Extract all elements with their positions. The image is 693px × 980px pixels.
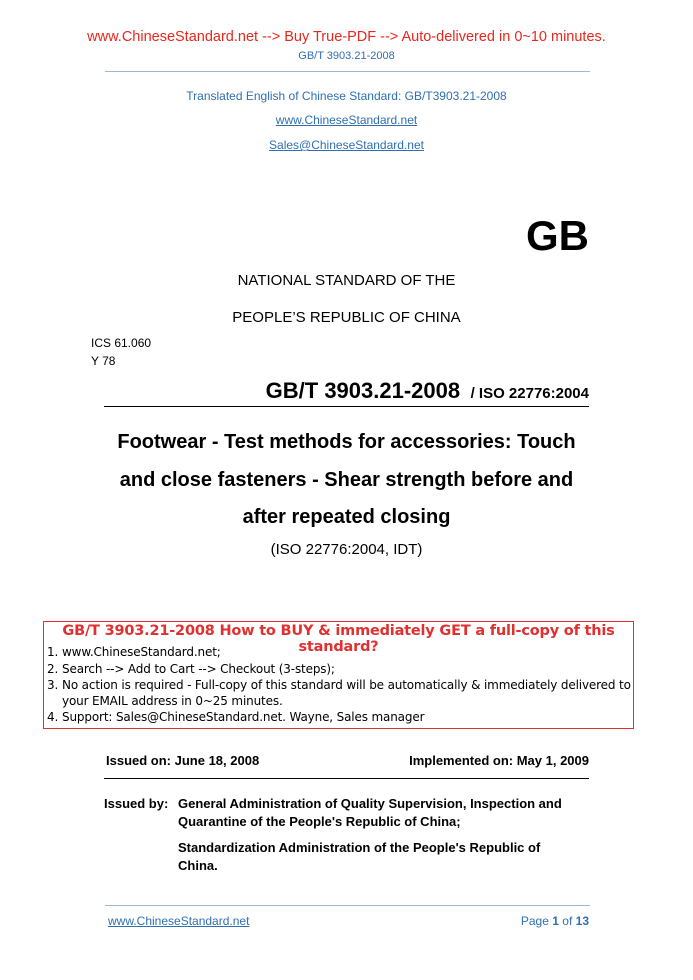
step-text: your EMAIL address in 0~25 minutes.: [62, 694, 283, 708]
header-divider: [105, 71, 590, 72]
issuer-2-line-2: China.: [178, 858, 218, 873]
promo-banner[interactable]: www.ChineseStandard.net --> Buy True-PDF --> Auto-delivered in 0~10 minutes.: [87, 29, 606, 45]
sales-email-link[interactable]: Sales@ChineseStandard.net: [269, 138, 424, 152]
buy-box-title: GB/T 3903.21-2008 How to BUY & immediately GET a full-copy of this standard?: [62, 623, 615, 655]
buy-step-3: [47, 678, 631, 692]
title-line-2: and close fasteners - Shear strength before and: [119, 469, 574, 491]
page-of-label: of: [562, 914, 573, 928]
national-line-2: PEOPLE’S REPUBLIC OF CHINA: [232, 309, 461, 326]
buy-step-4: [47, 710, 424, 724]
title-rule: [104, 406, 589, 407]
issuer-1-line-1: General Administration of Quality Supervision, Inspection and: [178, 796, 562, 811]
step-number: 3.: [47, 678, 59, 692]
issued-on: Issued on: June 18, 2008: [106, 753, 260, 768]
issuer-2-line-1: Standardization Administration of the People's Republic of: [178, 840, 541, 855]
site-link-wrapper: [0, 113, 693, 127]
translated-line: Translated English of Chinese Standard: GB/T3903.21-2008: [186, 89, 507, 103]
footer-divider: [105, 905, 590, 906]
buy-step-3-continued: [47, 694, 283, 708]
issued-by-label: Issued by:: [104, 796, 169, 811]
iso-reference: / ISO 22776:2004: [470, 385, 589, 402]
equivalence-note: (ISO 22776:2004, IDT): [270, 541, 423, 558]
page-label: Page: [520, 914, 549, 928]
step-text: Search --> Add to Cart --> Checkout (3-steps);: [62, 662, 335, 676]
gb-mark: GB: [526, 212, 589, 259]
implemented-on: Implemented on: May 1, 2009: [409, 753, 589, 768]
step-number: 1.: [47, 645, 59, 659]
page-total: 13: [575, 914, 589, 928]
header-standard-code: GB/T 3903.21-2008: [298, 50, 395, 62]
page-indicator: [521, 914, 589, 928]
footer-site-link[interactable]: www.ChineseStandard.net: [108, 914, 250, 928]
site-link[interactable]: www.ChineseStandard.net: [275, 113, 418, 127]
buy-step-1: [47, 645, 221, 659]
step-text[interactable]: Support: Sales@ChineseStandard.net. Wayne, Sales manager: [62, 710, 425, 724]
step-number: 4.: [47, 710, 59, 724]
sales-link-wrapper: [0, 138, 693, 152]
standard-number: GB/T 3903.21-2008: [265, 378, 461, 403]
step-text: No action is required - Full-copy of this standard will be automatically & immediately delivered to: [62, 678, 631, 692]
step-number: 2.: [47, 662, 59, 676]
dates-rule: [104, 778, 589, 779]
title-line-1: Footwear - Test methods for accessories: Touch: [117, 431, 576, 453]
issuer-1-line-2: Quarantine of the People's Republic of China;: [178, 814, 461, 829]
ccs-code: Y 78: [91, 354, 116, 368]
page-number: 1: [552, 914, 559, 928]
buy-step-2: [47, 662, 335, 676]
national-line-1: NATIONAL STANDARD OF THE: [237, 272, 456, 289]
footer-site-link-wrapper: [108, 914, 249, 928]
ics-code: ICS 61.060: [91, 336, 152, 350]
standard-number-line: [266, 378, 589, 404]
title-line-3: after repeated closing: [242, 506, 451, 528]
step-text[interactable]: www.ChineseStandard.net;: [62, 645, 221, 659]
